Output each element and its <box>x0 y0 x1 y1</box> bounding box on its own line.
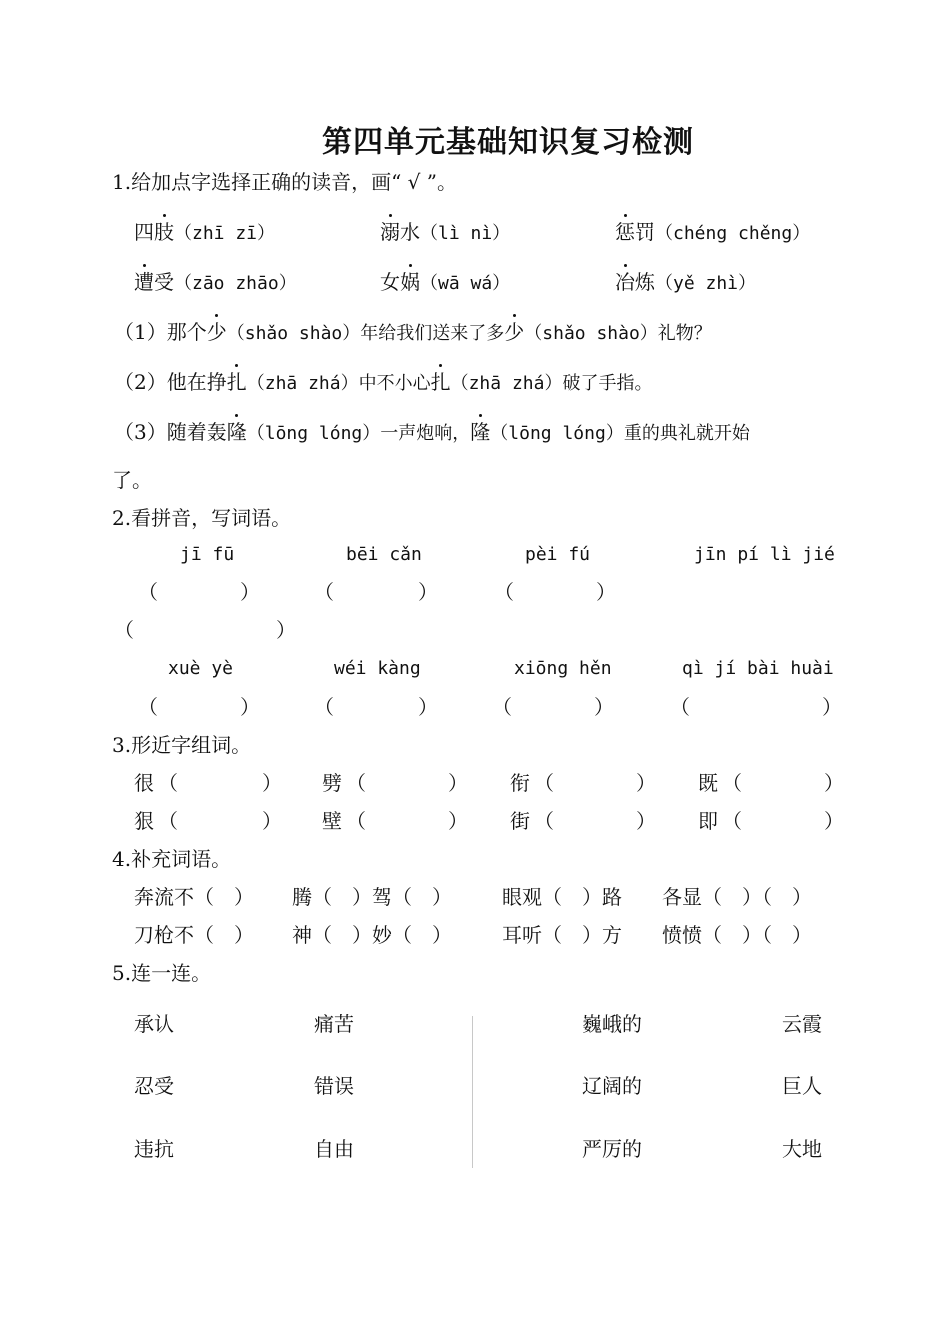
blank-paren: （ ） <box>702 885 762 909</box>
q1-item-post: 受 <box>154 270 174 294</box>
similar-char: 很 <box>134 771 154 795</box>
blank-paren: （ ） <box>762 923 812 947</box>
answer-paren-open: （ <box>158 771 178 795</box>
q5-heading: 5.连一连。 <box>112 961 212 985</box>
pinyin-prompt: qì jí bài huài <box>682 658 834 679</box>
similar-char: 街 <box>510 809 530 833</box>
match-word[interactable]: 痛苦 <box>314 1012 354 1036</box>
match-divider <box>472 1016 473 1168</box>
idiom-text: 奔流不 <box>134 885 194 909</box>
pinyin-prompt: bēi cǎn <box>346 544 422 565</box>
sentence-text: （lōng lóng）重的典礼就开始 <box>490 423 750 444</box>
answer-paren-close: ） <box>636 771 656 795</box>
dotted-char: 肢 <box>154 220 174 244</box>
sentence-text: （lōng lóng）一声炮响， <box>246 423 471 444</box>
match-word[interactable]: 大地 <box>782 1137 822 1161</box>
sentence-text: （3）随着轰 <box>114 420 227 444</box>
pinyin-prompt: jī fū <box>180 544 235 565</box>
answer-paren-open: （ <box>314 580 334 604</box>
answer-paren-open: （ <box>534 771 554 795</box>
answer-paren-open: （ <box>114 618 134 642</box>
blank-paren: （ ） <box>312 923 372 947</box>
idiom-text: 耳听 <box>502 923 542 947</box>
answer-paren-close: ） <box>262 771 282 795</box>
pinyin-prompt: xuè yè <box>168 658 234 679</box>
answer-paren-close: ） <box>636 809 656 833</box>
answer-paren-open: （ <box>534 809 554 833</box>
idiom-blank <box>292 925 452 945</box>
q1-item-2 <box>380 222 510 243</box>
answer-paren-open: （ <box>158 809 178 833</box>
q4-heading: 4.补充词语。 <box>112 847 232 871</box>
answer-paren-open: （ <box>722 771 742 795</box>
sentence-text: （zhā zhá）中不小心 <box>246 373 431 394</box>
idiom-blank <box>134 887 254 907</box>
answer-paren-open: （ <box>314 695 334 719</box>
idiom-blank <box>134 925 254 945</box>
answer-paren-close: ） <box>418 580 438 604</box>
pinyin-options: （zhī zī） <box>174 223 276 244</box>
idiom-text: 方 <box>602 923 622 947</box>
pinyin-options: （zāo zhāo） <box>174 273 297 294</box>
match-word[interactable]: 巨人 <box>782 1074 822 1098</box>
q1-item-pre: 四 <box>134 220 154 244</box>
idiom-text: 驾 <box>372 885 392 909</box>
pinyin-options: （yě zhì） <box>655 273 757 294</box>
similar-char: 即 <box>698 809 718 833</box>
answer-paren-close: ） <box>418 695 438 719</box>
q1-item-5 <box>380 272 510 293</box>
idiom-text: 腾 <box>292 885 312 909</box>
q1-item-3 <box>615 222 810 243</box>
q1-item-6 <box>615 272 756 293</box>
q1-sentence-2 <box>114 372 652 393</box>
match-word[interactable]: 错误 <box>314 1074 354 1098</box>
blank-paren: （ ） <box>762 885 812 909</box>
match-word[interactable]: 巍峨的 <box>582 1012 642 1036</box>
pinyin-options: （chéng chěng） <box>655 223 811 244</box>
sentence-text: （1）那个 <box>114 320 207 344</box>
similar-char: 壁 <box>322 809 342 833</box>
q2-heading: 2.看拼音，写词语。 <box>112 506 292 530</box>
dotted-char: 遭 <box>134 270 154 294</box>
idiom-text: 神 <box>292 923 312 947</box>
q1-item-post: 水 <box>400 220 420 244</box>
dotted-char: 惩 <box>615 220 635 244</box>
pinyin-options: （lì nì） <box>420 223 511 244</box>
pinyin-prompt: pèi fú <box>525 544 591 565</box>
q1-item-post: 罚 <box>635 220 655 244</box>
match-word[interactable]: 辽阔的 <box>582 1074 642 1098</box>
blank-paren: （ ） <box>392 885 452 909</box>
idiom-blank <box>662 925 812 945</box>
answer-paren-close: ） <box>448 771 468 795</box>
dotted-char: 扎 <box>226 370 247 394</box>
answer-paren-close: ） <box>240 695 260 719</box>
match-word[interactable]: 自由 <box>314 1137 354 1161</box>
pinyin-prompt: jīn pí lì jié <box>694 544 835 565</box>
blank-paren: （ ） <box>194 885 254 909</box>
sentence-text: （2）他在挣 <box>114 370 227 394</box>
pinyin-options: （wā wá） <box>420 273 511 294</box>
sentence-text: （zhā zhá）破了手指。 <box>450 373 653 394</box>
answer-paren-open: （ <box>138 695 158 719</box>
idiom-text: 妙 <box>372 923 392 947</box>
q3-heading: 3.形近字组词。 <box>112 733 252 757</box>
answer-paren-close: ） <box>596 580 616 604</box>
answer-paren-open: （ <box>138 580 158 604</box>
q1-sentence-3 <box>114 422 750 443</box>
answer-paren-close: ） <box>594 695 614 719</box>
q1-heading: 1.给加点字选择正确的读音，画“ √ ”。 <box>112 170 457 194</box>
answer-paren-close: ） <box>240 580 260 604</box>
match-word[interactable]: 严厉的 <box>582 1137 642 1161</box>
answer-paren-open: （ <box>722 809 742 833</box>
blank-paren: （ ） <box>392 923 452 947</box>
blank-paren: （ ） <box>702 923 762 947</box>
dotted-char: 溺 <box>380 220 400 244</box>
match-word[interactable]: 违抗 <box>134 1137 174 1161</box>
match-word[interactable]: 云霞 <box>782 1012 822 1036</box>
idiom-text: 愤愤 <box>662 923 702 947</box>
similar-char: 狠 <box>134 809 154 833</box>
idiom-text: 路 <box>602 885 622 909</box>
dotted-char: 隆 <box>226 420 247 444</box>
answer-paren-close: ） <box>822 695 842 719</box>
idiom-blank <box>502 925 622 945</box>
blank-paren: （ ） <box>194 923 254 947</box>
page-title: 第四单元基础知识复习检测 <box>322 125 694 160</box>
dotted-char: 娲 <box>400 270 420 294</box>
similar-char: 既 <box>698 771 718 795</box>
idiom-text: 各显 <box>662 885 702 909</box>
q1-sentence-3-end: 了。 <box>112 468 152 492</box>
sentence-text: （shǎo shào）礼物？ <box>524 323 712 344</box>
sentence-text: （shǎo shào）年给我们送来了多 <box>226 323 505 344</box>
dotted-char: 少 <box>206 320 227 344</box>
answer-paren-open: （ <box>346 809 366 833</box>
answer-paren-close: ） <box>824 771 844 795</box>
q1-sentence-1 <box>114 322 712 343</box>
dotted-char: 隆 <box>470 420 491 444</box>
idiom-text: 刀枪不 <box>134 923 194 947</box>
dotted-char: 冶 <box>615 270 635 294</box>
match-word[interactable]: 忍受 <box>134 1074 174 1098</box>
blank-paren: （ ） <box>542 923 602 947</box>
answer-paren-open: （ <box>492 695 512 719</box>
similar-char: 衔 <box>510 771 530 795</box>
similar-char: 劈 <box>322 771 342 795</box>
q1-item-pre: 女 <box>380 270 400 294</box>
q1-item-post: 炼 <box>635 270 655 294</box>
idiom-text: 眼观 <box>502 885 542 909</box>
answer-paren-close: ） <box>448 809 468 833</box>
blank-paren: （ ） <box>542 885 602 909</box>
pinyin-prompt: xiōng hěn <box>514 658 612 679</box>
answer-paren-close: ） <box>276 618 296 642</box>
idiom-blank <box>292 887 452 907</box>
q1-item-4 <box>134 272 297 293</box>
answer-paren-close: ） <box>824 809 844 833</box>
pinyin-prompt: wéi kàng <box>334 658 421 679</box>
answer-paren-open: （ <box>346 771 366 795</box>
dotted-char: 少 <box>504 320 525 344</box>
answer-paren-open: （ <box>670 695 690 719</box>
idiom-blank <box>662 887 812 907</box>
q1-item-1 <box>134 222 275 243</box>
answer-paren-open: （ <box>494 580 514 604</box>
dotted-char: 扎 <box>430 370 451 394</box>
match-word[interactable]: 承认 <box>134 1012 174 1036</box>
answer-paren-close: ） <box>262 809 282 833</box>
idiom-blank <box>502 887 622 907</box>
blank-paren: （ ） <box>312 885 372 909</box>
